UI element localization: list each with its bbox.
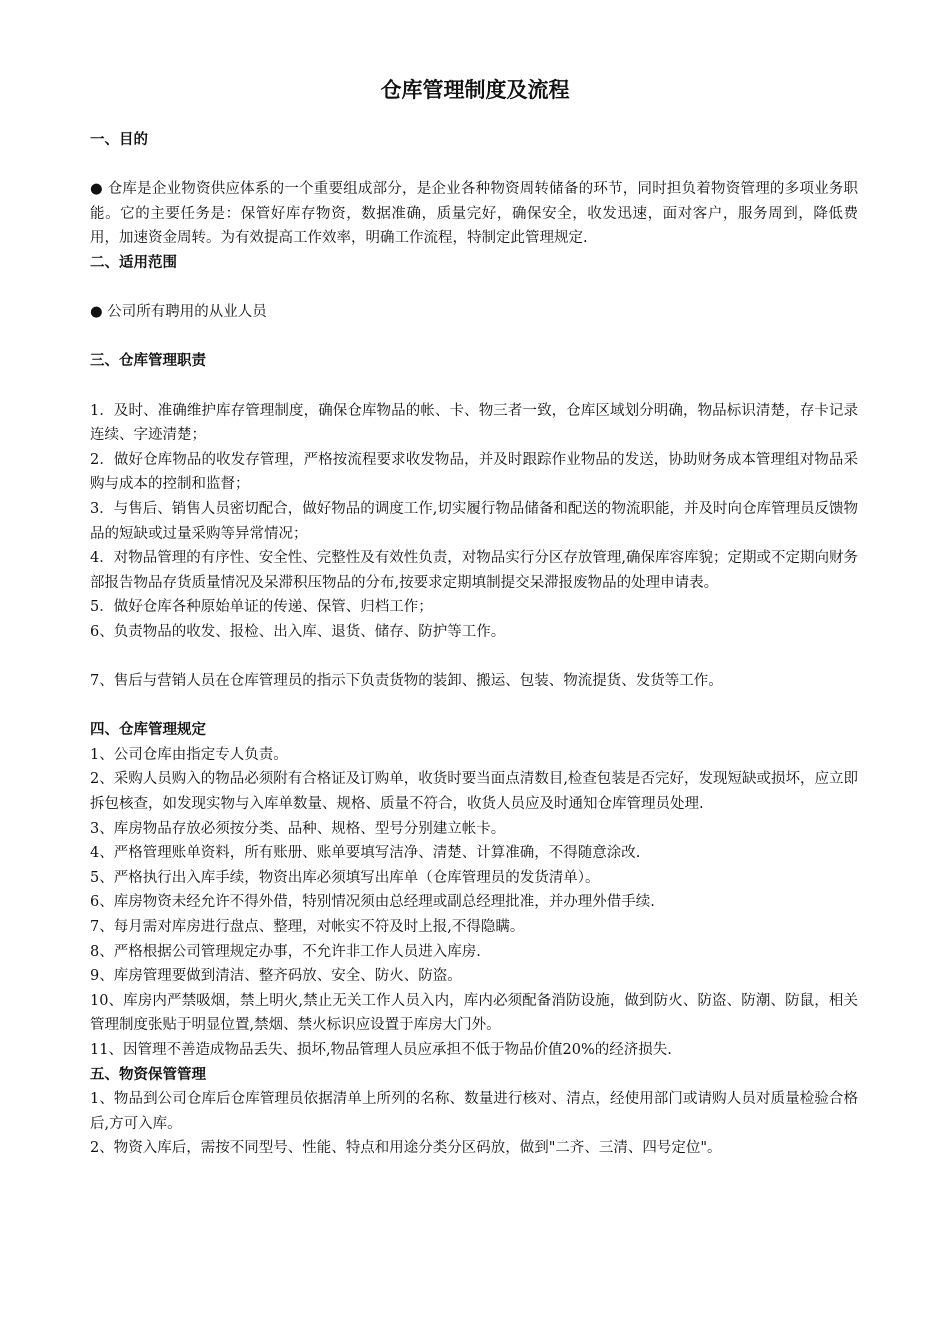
- duty-item: 2．做好仓库物品的收发存管理，严格按流程要求收发物品，并及时跟踪作业物品的发送，协助财务成本管理组对物品采购与成本的控制和监督；: [90, 451, 858, 493]
- spacer: [90, 325, 858, 350]
- spacer: [90, 153, 858, 178]
- duty-item: 7、售后与营销人员在仓库管理员的指示下负责货物的装卸、搬运、包装、物流提货、发货等工作。: [90, 673, 723, 690]
- rule-item: 5、严格执行出入库手续，物资出库必须填写出库单（仓库管理员的发货清单）。: [90, 869, 600, 886]
- rule-item: 11、因管理不善造成物品丢失、损坏,物品管理人员应承担不低于物品价值20%的经济损失.: [90, 1041, 672, 1058]
- rule-item: 9、库房管理要做到清洁、整齐码放、安全、防火、防盗。: [90, 968, 462, 985]
- document-title: 仓库管理制度及流程: [380, 78, 570, 102]
- rule-item: 10、库房内严禁吸烟，禁上明火,禁止无关工作人员入内，库内必须配备消防设施，做到防火、防盗、防潮、防鼠，相关管理制度张贴于明显位置,禁烟、禁火标识应设置于库房大门外。: [90, 992, 858, 1034]
- duty-item: 5．做好仓库各种原始单证的传递、保管、归档工作；: [90, 599, 433, 616]
- scope-paragraph: ● 公司所有聘用的从业人员: [90, 300, 858, 325]
- rule-item: 4、严格管理账单资料，所有账册、账单要填写洁净、清楚、计算准确，不得随意涂改.: [90, 845, 641, 862]
- spacer: [90, 644, 858, 669]
- duty-item: 6、负责物品的收发、报检、出入库、退货、储存、防护等工作。: [90, 623, 506, 640]
- duty-item: 4．对物品管理的有序性、安全性、完整性及有效性负责，对物品实行分区存放管理,确保库容库貌；定期或不定期向财务部报告物品存货质量情况及呆滞积压物品的分布,按要求定期填制提交呆滞报废物品的处理申请表。: [90, 550, 858, 591]
- section-heading-rules: 四、仓库管理规定: [90, 722, 206, 739]
- section-heading-duties: 三、仓库管理职责: [90, 353, 206, 370]
- rule-item: 6、库房物资未经允许不得外借，特别情况须由总经理或副总经理批准，并办理外借手续.: [90, 894, 655, 911]
- duty-item: 1．及时、准确维护库存管理制度，确保仓库物品的帐、卡、物三者一致，仓库区域划分明确，物品标识清楚，存卡记录连续、字迹清楚；: [90, 402, 858, 444]
- duty-item: 3．与售后、销售人员密切配合，做好物品的调度工作,切实履行物品储备和配送的物流职能，并及时向仓库管理员反馈物品的短缺或过量采购等异常情况；: [90, 500, 858, 542]
- rule-item: 3、库房物品存放必须按分类、品种、规格、型号分别建立帐卡。: [90, 820, 506, 837]
- spacer: [90, 374, 858, 399]
- section-heading-scope: 二、适用范围: [90, 254, 177, 271]
- spacer: [90, 276, 858, 301]
- spacer: [90, 694, 858, 719]
- section-heading-purpose: 一、目的: [90, 132, 148, 148]
- storage-item: 2、物资入库后，需按不同型号、性能、特点和用途分类分区码放，做到"二齐、三清、四号定位"。: [90, 1140, 722, 1157]
- section-heading-storage: 五、物资保管管理: [90, 1066, 206, 1083]
- purpose-paragraph: ● 仓库是企业物资供应体系的一个重要组成部分，是企业各种物资周转储备的环节，同时担负着物资管理的多项业务职能。它的主要任务是：保管好库存物资，数据准确，质量完好，确保安全，收发迅速，面对客户，服务周到，降低费用，加速资金周转。为有效提高工作效率，明确工作流程，特制定此管理规定.: [90, 177, 858, 251]
- rule-item: 2、采购人员购入的物品必须附有合格证及订购单，收货时要当面点清数目,检查包装是否完好，发现短缺或损坏，应立即拆包核查，如发现实物与入库单数量、规格、质量不符合，收货人员应及时通知仓库管理员处理.: [90, 771, 858, 813]
- document-body: [90, 128, 858, 1161]
- storage-item: 1、物品到公司仓库后仓库管理员依据清单上所列的名称、数量进行核对、清点，经使用部门或请购人员对质量检验合格后,方可入库。: [90, 1091, 858, 1132]
- rule-item: 8、严格根据公司管理规定办事，不允许非工作人员进入库房.: [90, 943, 481, 960]
- rule-item: 1、公司仓库由指定专人负责。: [90, 746, 288, 763]
- rule-item: 7、每月需对库房进行盘点、整理，对帐实不符及时上报,不得隐瞒。: [90, 919, 525, 935]
